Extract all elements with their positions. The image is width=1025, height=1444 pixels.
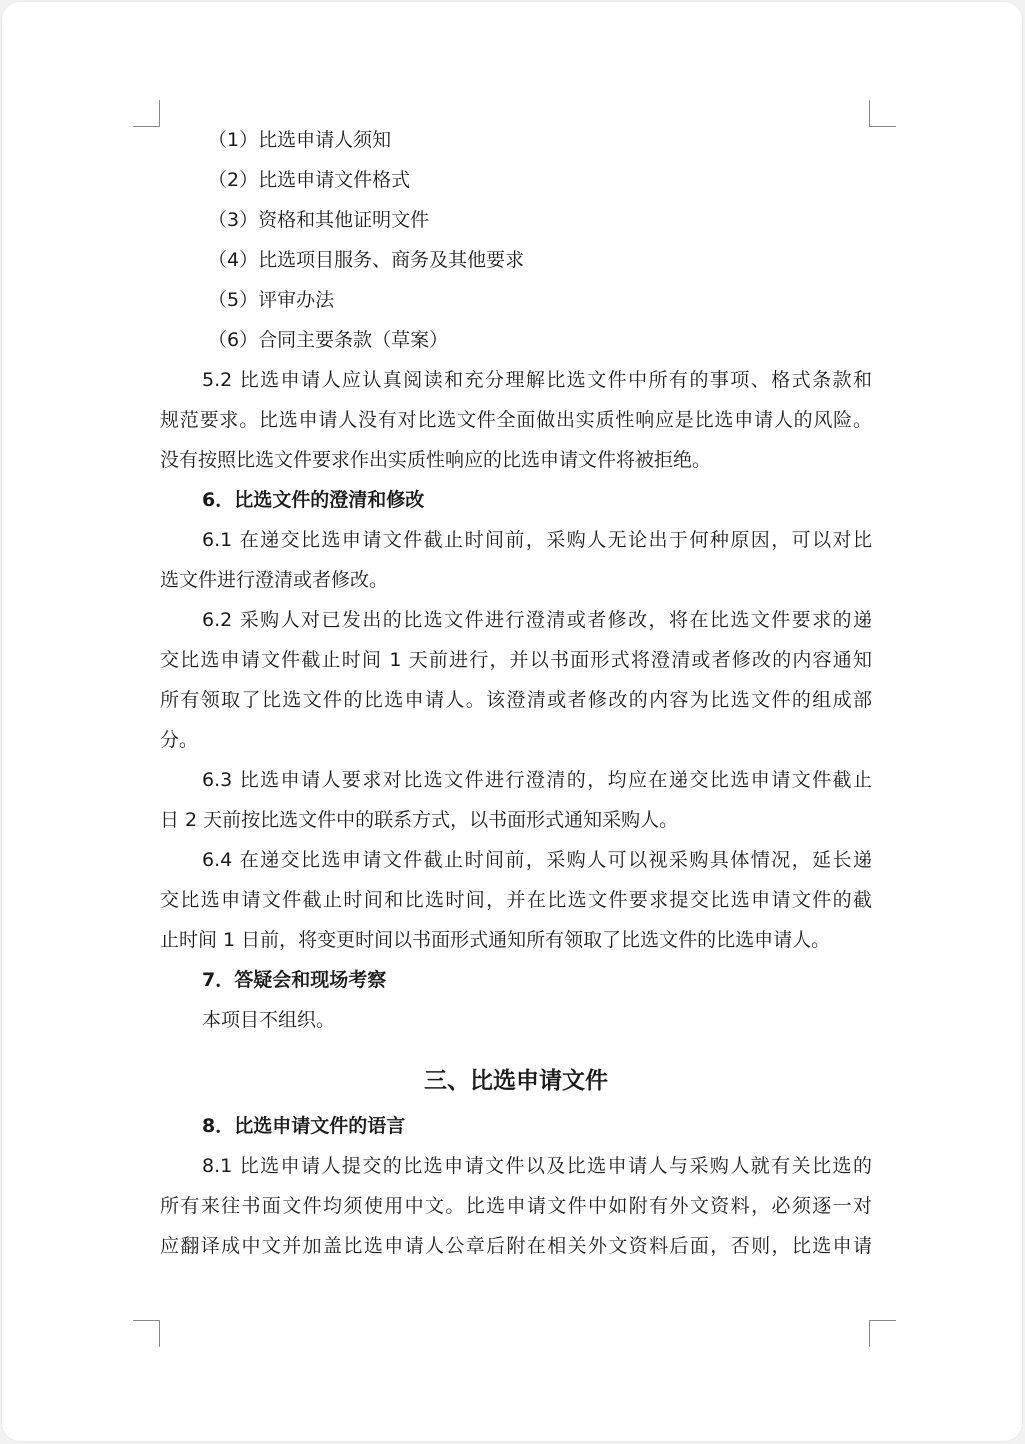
paragraph-line: 6.2 采购人对已发出的比选文件进行澄清或者修改，将在比选文件要求的递 [202, 609, 872, 631]
paragraph-line: 8.1 比选申请人提交的比选申请文件以及比选申请人与采购人就有关比选的 [202, 1155, 872, 1177]
paragraph-line: 5.2 比选申请人应认真阅读和充分理解比选文件中所有的事项、格式条款和 [202, 369, 872, 391]
paragraph-6-2 [160, 600, 872, 760]
list-item: （3）资格和其他证明文件 [208, 209, 430, 231]
list-item: （2）比选申请文件格式 [208, 169, 411, 191]
paragraph-line: 止时间 1 日前，将变更时间以书面形式通知所有领取了比选文件的比选申请人。 [160, 929, 831, 951]
paragraph-line: 应翻译成中文并加盖比选申请人公章后附在相关外文资料后面，否则，比选申请 [160, 1235, 872, 1257]
paragraph-line: 6.4 在递交比选申请文件截止时间前，采购人可以视采购具体情况，延长递 [202, 849, 872, 871]
paragraph-5-2 [160, 360, 872, 480]
crop-mark-top-left [133, 100, 160, 127]
paragraph-line: 所有领取了比选文件的比选申请人。该澄清或者修改的内容为比选文件的组成部 [160, 689, 872, 711]
list-item: （4）比选项目服务、商务及其他要求 [208, 249, 525, 271]
paragraph-line: 选文件进行澄清或者修改。 [160, 569, 389, 591]
paragraph-line: 分。 [160, 729, 199, 751]
paragraph-line: 日 2 天前按比选文件中的联系方式，以书面形式通知采购人。 [160, 809, 679, 831]
paragraph-line: 没有按照比选文件要求作出实质性响应的比选申请文件将被拒绝。 [160, 449, 712, 471]
paragraph-line: 交比选申请文件截止时间 1 天前进行，并以书面形式将澄清或者修改的内容通知 [160, 649, 872, 671]
heading-8: 8．比选申请文件的语言 [202, 1115, 406, 1137]
paragraph-6-1 [160, 520, 872, 600]
paragraph-7: 本项目不组织。 [202, 1009, 336, 1031]
heading-6: 6．比选文件的澄清和修改 [202, 489, 425, 511]
paragraph-8-1 [160, 1146, 872, 1266]
crop-mark-top-right [869, 100, 896, 127]
heading-7: 7．答疑会和现场考察 [202, 969, 387, 991]
paragraph-6-3 [160, 760, 872, 840]
paragraph-line: 所有来往书面文件均须使用中文。比选申请文件中如附有外文资料，必须逐一对 [160, 1195, 872, 1217]
section-title: 三、比选申请文件 [424, 1068, 608, 1094]
list-item: （5）评审办法 [208, 289, 335, 311]
paragraph-line: 6.1 在递交比选申请文件截止时间前，采购人无论出于何种原因，可以对比 [202, 529, 872, 551]
paragraph-line: 交比选申请文件截止时间和比选时间，并在比选文件要求提交比选申请文件的截 [160, 889, 872, 911]
paragraph-line: 规范要求。比选申请人没有对比选文件全面做出实质性响应是比选申请人的风险。 [160, 409, 872, 431]
paragraph-6-4 [160, 840, 872, 960]
list-item: （1）比选申请人须知 [208, 129, 392, 151]
crop-mark-bottom-right [869, 1320, 896, 1347]
crop-mark-bottom-left [133, 1320, 160, 1347]
document-page [2, 2, 1022, 1441]
paragraph-line: 6.3 比选申请人要求对比选文件进行澄清的，均应在递交比选申请文件截止 [202, 769, 872, 791]
list-item: （6）合同主要条款（草案） [208, 329, 449, 351]
document-body [160, 120, 872, 1266]
